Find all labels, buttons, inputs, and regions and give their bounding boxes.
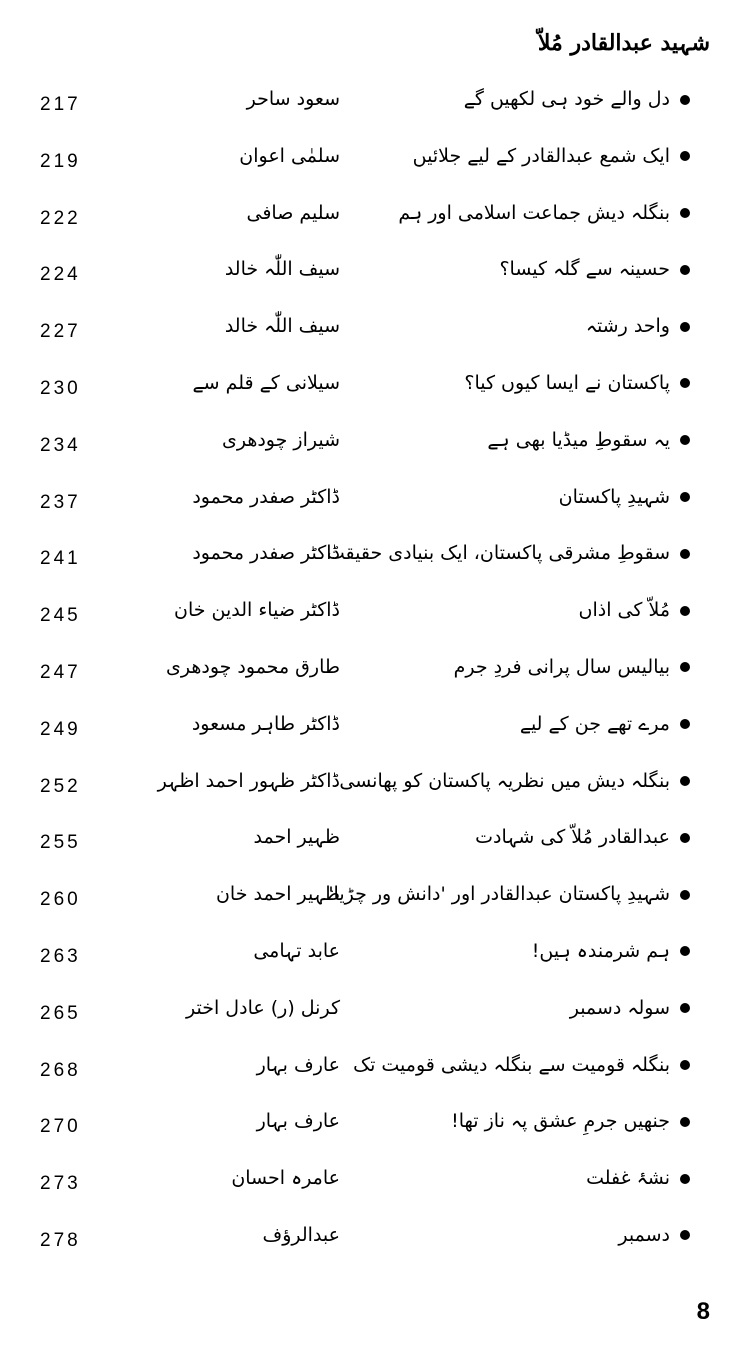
toc-entry bbox=[40, 309, 690, 366]
bullet-icon bbox=[680, 1174, 690, 1184]
toc-title-wrapper bbox=[360, 1224, 690, 1246]
toc-title: جنھیں جرمِ عشق پہ ناز تھا! bbox=[451, 1110, 670, 1133]
toc-author: ظہیر احمد خان bbox=[215, 883, 340, 906]
toc-title: بنگلہ دیش میں نظریہ پاکستان کو پھانسی bbox=[339, 769, 670, 792]
toc-title-wrapper bbox=[360, 258, 690, 280]
toc-entry bbox=[40, 764, 690, 821]
toc-page-number: 241 bbox=[40, 548, 81, 570]
toc-page-number: 234 bbox=[40, 434, 81, 456]
toc-page-number: 237 bbox=[40, 491, 81, 513]
toc-entry bbox=[40, 139, 690, 196]
table-of-contents bbox=[40, 82, 690, 1275]
toc-page-number: 245 bbox=[40, 605, 81, 627]
toc-author: سیف اللّٰہ خالد bbox=[224, 258, 340, 281]
toc-author: سیلانی کے قلم سے bbox=[192, 371, 340, 394]
toc-title-wrapper bbox=[360, 1110, 690, 1132]
bullet-icon bbox=[680, 662, 690, 672]
toc-author: ڈاکٹر طاہر مسعود bbox=[191, 712, 340, 735]
bullet-icon bbox=[680, 606, 690, 616]
toc-page-number: 224 bbox=[40, 264, 81, 286]
toc-author: عامرہ احسان bbox=[231, 1167, 340, 1190]
bullet-icon bbox=[680, 776, 690, 786]
toc-title-wrapper bbox=[360, 202, 690, 224]
toc-entry bbox=[40, 366, 690, 423]
toc-title: واحد رشتہ bbox=[585, 315, 670, 338]
bullet-icon bbox=[680, 1230, 690, 1240]
bullet-icon bbox=[680, 946, 690, 956]
bullet-icon bbox=[680, 1003, 690, 1013]
toc-entry bbox=[40, 707, 690, 764]
toc-page-number: 230 bbox=[40, 377, 81, 399]
toc-title: ایک شمع عبدالقادر کے لیے جلائیں bbox=[412, 144, 670, 167]
toc-entry bbox=[40, 1218, 690, 1275]
toc-author: سلمٰی اعوان bbox=[239, 144, 340, 167]
toc-author: سیف اللّٰہ خالد bbox=[224, 315, 340, 338]
toc-author: ڈاکٹر صفدر محمود bbox=[192, 485, 340, 508]
toc-title: دسمبر bbox=[618, 1223, 670, 1246]
toc-entry bbox=[40, 820, 690, 877]
toc-author: ڈاکٹر ظہور احمد اظہر bbox=[157, 769, 340, 792]
toc-page-number: 247 bbox=[40, 661, 81, 683]
toc-title-wrapper bbox=[360, 826, 690, 848]
bullet-icon bbox=[680, 265, 690, 275]
toc-entry bbox=[40, 196, 690, 253]
toc-author: عابد تہامی bbox=[253, 939, 340, 962]
bullet-icon bbox=[680, 719, 690, 729]
toc-author: ظہیر احمد bbox=[253, 826, 340, 849]
toc-author: عارف بہار bbox=[256, 1110, 340, 1133]
bullet-icon bbox=[680, 890, 690, 900]
toc-title: شہیدِ پاکستان bbox=[558, 485, 670, 508]
toc-author: طارق محمود چودھری bbox=[165, 655, 340, 678]
bullet-icon bbox=[680, 95, 690, 105]
toc-title: عبدالقادر مُلاّ کی شہادت bbox=[475, 826, 670, 849]
toc-entry bbox=[40, 1048, 690, 1105]
toc-author: شیراز چودھری bbox=[221, 428, 340, 451]
toc-title-wrapper bbox=[360, 713, 690, 735]
toc-title-wrapper bbox=[328, 883, 690, 906]
toc-title-wrapper bbox=[360, 656, 690, 678]
toc-title-wrapper bbox=[360, 315, 690, 337]
toc-entry bbox=[40, 1161, 690, 1218]
toc-entry bbox=[40, 423, 690, 480]
running-header: شہید عبدالقادر مُلاّ bbox=[537, 30, 710, 56]
toc-author: کرنل (ر) عادل اختر bbox=[186, 996, 340, 1019]
toc-title: مُلاّ کی اذاں bbox=[578, 599, 670, 622]
toc-page-number: 255 bbox=[40, 832, 81, 854]
toc-page-number: 268 bbox=[40, 1059, 81, 1081]
toc-entry bbox=[40, 536, 690, 593]
toc-title: ہم شرمندہ ہیں! bbox=[531, 939, 670, 962]
toc-entry bbox=[40, 480, 690, 537]
bullet-icon bbox=[680, 208, 690, 218]
toc-title: بنگلہ قومیت سے بنگلہ دیشی قومیت تک bbox=[353, 1053, 670, 1076]
toc-page-number: 227 bbox=[40, 321, 81, 343]
toc-author: عارف بہار bbox=[256, 1053, 340, 1076]
toc-page-number: 217 bbox=[40, 94, 81, 115]
toc-author: ڈاکٹر صفدر محمود bbox=[192, 542, 340, 565]
bullet-icon bbox=[680, 151, 690, 161]
toc-page-number: 270 bbox=[40, 1116, 81, 1138]
toc-title: حسینہ سے گلہ کیسا؟ bbox=[499, 258, 670, 281]
bullet-icon bbox=[680, 378, 690, 388]
bullet-icon bbox=[680, 322, 690, 332]
toc-entry bbox=[40, 991, 690, 1048]
toc-author: سعود ساحر bbox=[246, 88, 340, 110]
bullet-icon bbox=[680, 1117, 690, 1127]
toc-title-wrapper bbox=[360, 940, 690, 962]
toc-title-wrapper bbox=[339, 769, 690, 792]
toc-title-wrapper bbox=[360, 599, 690, 621]
toc-title: یہ سقوطِ میڈیا بھی ہے bbox=[487, 428, 670, 451]
toc-page-number: 222 bbox=[40, 207, 81, 229]
toc-title-wrapper bbox=[360, 997, 690, 1019]
toc-title-wrapper bbox=[360, 429, 690, 451]
toc-entry bbox=[40, 1104, 690, 1161]
toc-author: ڈاکٹر ضیاء الدین خان bbox=[174, 599, 340, 622]
toc-title: شہیدِ پاکستان عبدالقادر اور 'دانش ور چڑیا' bbox=[328, 883, 670, 906]
toc-title-wrapper bbox=[353, 1053, 690, 1076]
toc-entry bbox=[40, 650, 690, 707]
toc-title: سقوطِ مشرقی پاکستان، ایک بنیادی حقیقت bbox=[326, 542, 670, 565]
toc-title-wrapper bbox=[360, 145, 690, 167]
toc-page-number: 260 bbox=[40, 889, 81, 911]
toc-author: عبدالرؤف bbox=[262, 1223, 340, 1246]
toc-title: سولہ دسمبر bbox=[569, 996, 670, 1019]
toc-author: سلیم صافی bbox=[246, 201, 340, 224]
toc-page-number: 252 bbox=[40, 775, 81, 797]
bullet-icon bbox=[680, 492, 690, 502]
toc-title-wrapper bbox=[360, 88, 690, 110]
toc-entry bbox=[40, 877, 690, 934]
bullet-icon bbox=[680, 1060, 690, 1070]
toc-page-number: 263 bbox=[40, 945, 81, 967]
toc-title: بنگلہ دیش جماعت اسلامی اور ہم bbox=[398, 201, 670, 224]
toc-entry bbox=[40, 82, 690, 139]
toc-entry bbox=[40, 593, 690, 650]
bullet-icon bbox=[680, 435, 690, 445]
toc-entry bbox=[40, 252, 690, 309]
toc-title: پاکستان نے ایسا کیوں کیا؟ bbox=[464, 371, 670, 394]
toc-page-number: 278 bbox=[40, 1229, 81, 1251]
toc-title-wrapper bbox=[360, 1167, 690, 1189]
toc-page-number: 265 bbox=[40, 1002, 81, 1024]
toc-page-number: 219 bbox=[40, 150, 81, 172]
toc-title-wrapper bbox=[360, 486, 690, 508]
toc-title: بیالیس سال پرانی فردِ جرم bbox=[453, 655, 670, 678]
bullet-icon bbox=[680, 833, 690, 843]
toc-title: دل والے خود ہی لکھیں گے bbox=[463, 88, 670, 110]
toc-page-number: 249 bbox=[40, 718, 81, 740]
toc-title-wrapper bbox=[360, 372, 690, 394]
toc-page-number: 273 bbox=[40, 1173, 81, 1195]
toc-title: مرے تھے جن کے لیے bbox=[519, 712, 670, 735]
toc-title-wrapper bbox=[326, 542, 690, 565]
bullet-icon bbox=[680, 549, 690, 559]
page-number: 8 bbox=[696, 1298, 710, 1325]
toc-title: نشۂ غفلت bbox=[586, 1167, 670, 1190]
toc-entry bbox=[40, 934, 690, 991]
